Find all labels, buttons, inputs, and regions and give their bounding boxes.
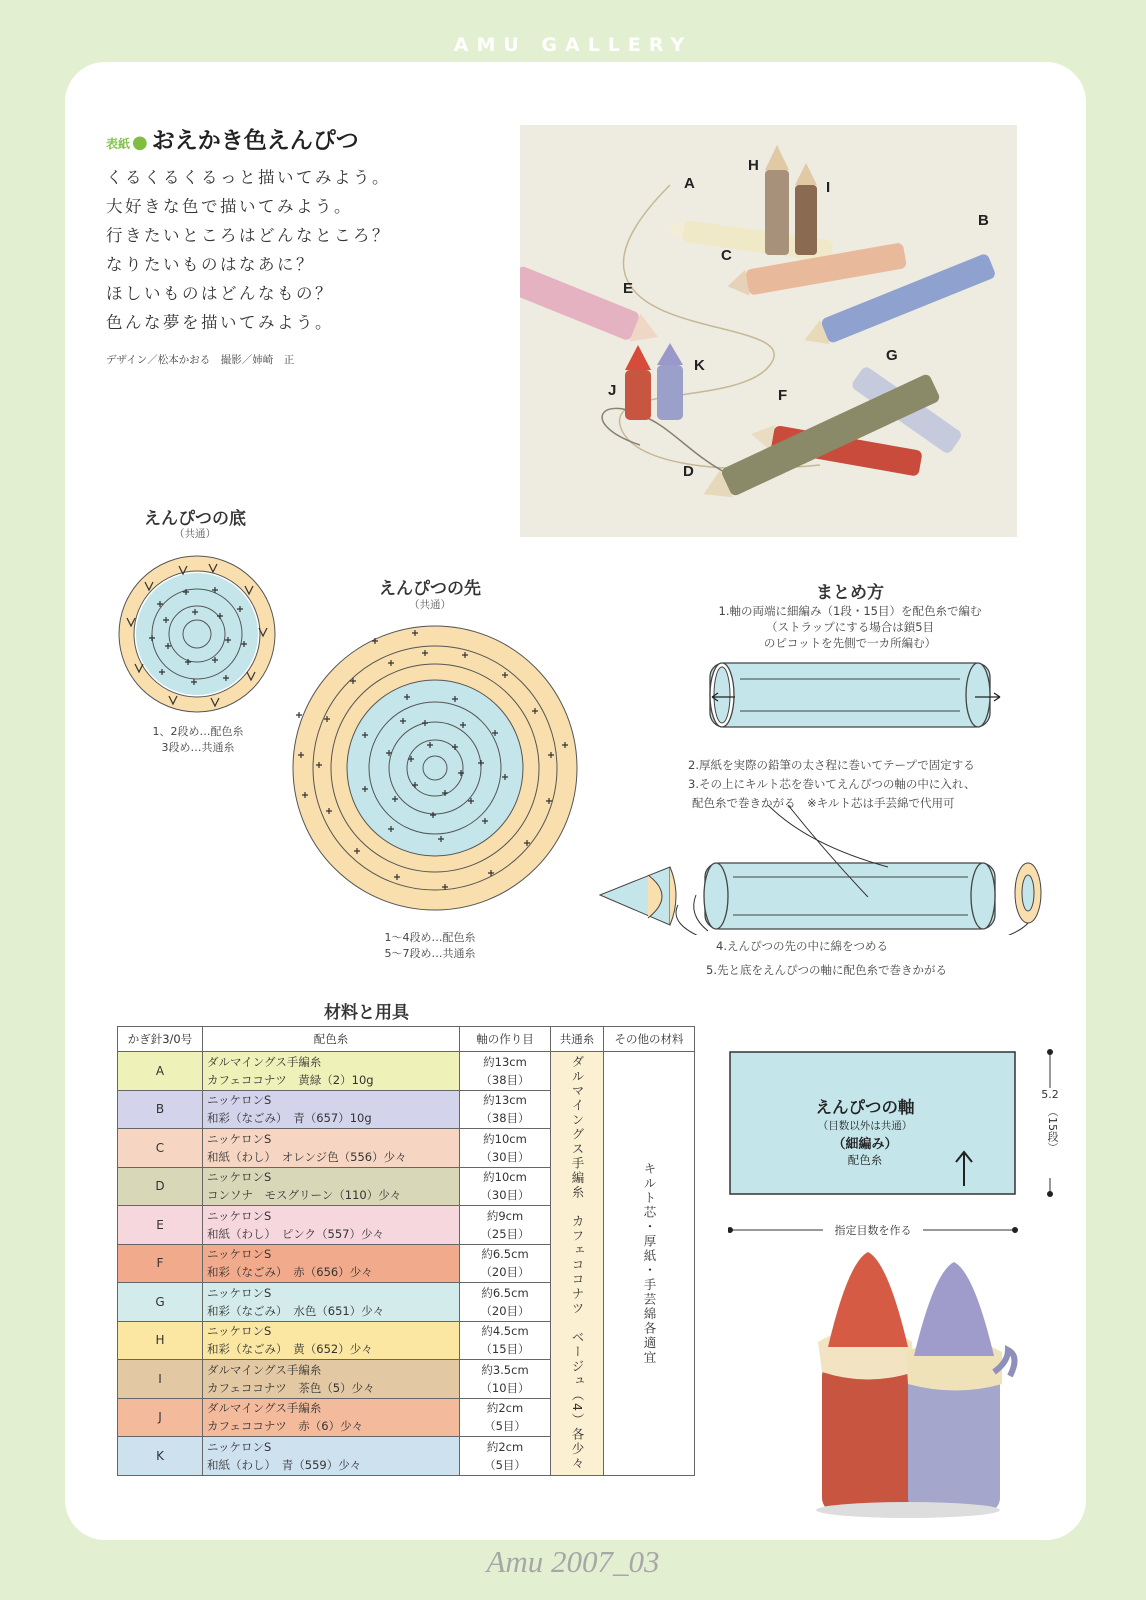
- tip-chart-note: 1〜4段め…配色糸: [384, 931, 476, 944]
- pencils-illustration: [520, 125, 1017, 537]
- materials-yarn-brand: ニッケロンS: [207, 1131, 272, 1146]
- assembly-step1-line: （ストラップにする場合は鎖5目: [765, 620, 935, 634]
- assembly-step5: 5.先と底をえんぴつの軸に配色糸で巻きかがる: [706, 963, 947, 977]
- materials-length-cm: 約10cm: [483, 1170, 527, 1185]
- photo-label-j: J: [608, 382, 617, 399]
- materials-header: かぎ針3/0号: [118, 1027, 203, 1052]
- assembly-step1: [660, 603, 1040, 651]
- materials-length-cm: 約2cm: [486, 1439, 524, 1454]
- materials-yarn-brand: ニッケロンS: [207, 1285, 272, 1300]
- materials-length-cm: 約3.5cm: [481, 1362, 529, 1377]
- poem-line: 色んな夢を描いてみよう。: [106, 313, 334, 332]
- materials-length-stitches: （10目）: [480, 1380, 530, 1395]
- materials-yarn: [203, 1283, 460, 1322]
- materials-yarn-brand: ニッケロンS: [207, 1208, 272, 1223]
- materials-yarn-brand: ダルマイングス手編糸: [207, 1362, 322, 1377]
- photo-label-i: I: [826, 179, 831, 196]
- materials-id: F: [118, 1244, 203, 1283]
- materials-yarn: [203, 1437, 460, 1476]
- materials-length: [460, 1360, 551, 1399]
- materials-header: その他の材料: [604, 1027, 695, 1052]
- materials-yarn: [203, 1360, 460, 1399]
- tip-chart-sub: （共通）: [409, 599, 451, 611]
- materials-yarn-brand: ニッケロンS: [207, 1324, 272, 1339]
- materials-yarn-brand: ニッケロンS: [207, 1170, 272, 1185]
- photo-label-f: F: [778, 387, 788, 404]
- materials-yarn-color: 和彩（なごみ） 黄（652）少々: [207, 1342, 373, 1357]
- title-text: おえかき色えんぴつ: [151, 128, 359, 154]
- shaft-width-label: 指定目数を作る: [834, 1224, 912, 1237]
- materials-yarn: [203, 1129, 460, 1168]
- bottom-chart-notes: [138, 724, 258, 756]
- materials-id: D: [118, 1167, 203, 1206]
- photo-label-h: H: [748, 157, 759, 174]
- photo-label-d: D: [683, 463, 694, 480]
- materials-yarn: [203, 1321, 460, 1360]
- materials-id: K: [118, 1437, 203, 1476]
- jk-pencils-photo: [808, 1252, 1048, 1522]
- materials-length-stitches: （38目）: [480, 1072, 530, 1087]
- materials-yarn: [203, 1244, 460, 1283]
- materials-id: G: [118, 1283, 203, 1322]
- materials-length-cm: 約9cm: [486, 1208, 524, 1223]
- credits: デザイン／松本かおる 撮影／姉崎 正: [106, 354, 295, 366]
- materials-yarn: [203, 1090, 460, 1129]
- materials-table: [117, 1026, 695, 1476]
- materials-yarn-color: カフェココナツ 茶色（5）少々: [207, 1380, 375, 1395]
- shaft-label: [790, 1094, 940, 1168]
- materials-header: 共通糸: [551, 1027, 604, 1052]
- materials-length: [460, 1052, 551, 1091]
- materials-id: J: [118, 1398, 203, 1437]
- shaft-yarn: 配色糸: [847, 1153, 883, 1167]
- materials-id: A: [118, 1052, 203, 1091]
- poem-line: ほしいものはどんなもの？: [106, 284, 334, 303]
- materials-length-stitches: （20目）: [480, 1265, 530, 1280]
- materials-length-cm: 約13cm: [483, 1093, 527, 1108]
- assembly-step3: 3.その上にキルト芯を巻いてえんぴつの軸の中に入れ、: [688, 777, 976, 791]
- bottom-chart-title: えんぴつの底: [144, 509, 246, 529]
- materials-yarn-color: 和紙（わし） オレンジ色（556）少々: [207, 1149, 407, 1164]
- materials-common-yarn: [551, 1052, 604, 1476]
- materials-id: E: [118, 1206, 203, 1245]
- materials-yarn-brand: ダルマイングス手編糸: [207, 1054, 322, 1069]
- materials-id: I: [118, 1360, 203, 1399]
- materials-other: [604, 1052, 695, 1476]
- shaft-title: えんぴつの軸: [815, 1098, 915, 1117]
- assembly-step2: 2.厚紙を実際の鉛筆の太さ程に巻いてテープで固定する: [688, 758, 975, 772]
- footer: Amu 2007_03: [486, 1544, 660, 1579]
- materials-length: [460, 1283, 551, 1322]
- materials-length-stitches: （30目）: [480, 1149, 530, 1164]
- poem-line: くるくるくるっと描いてみよう。: [106, 168, 391, 187]
- photo-label-g: G: [886, 347, 898, 364]
- materials-length-stitches: （30目）: [480, 1188, 530, 1203]
- materials-length: [460, 1244, 551, 1283]
- title-tag: 表紙: [106, 137, 131, 151]
- materials-yarn-color: 和紙（わし） ピンク（557）少々: [207, 1226, 384, 1241]
- materials-row: [118, 1052, 695, 1091]
- materials-length-cm: 約6.5cm: [481, 1285, 529, 1300]
- materials-length: [460, 1321, 551, 1360]
- materials-header: 配色糸: [203, 1027, 460, 1052]
- assembly-step4: 4.えんぴつの先の中に綿をつめる: [716, 939, 888, 953]
- poem-line: 大好きな色で描いてみよう。: [106, 197, 353, 216]
- bottom-chart-sub: （共通）: [174, 528, 216, 540]
- shaft-stitch: （細編み）: [832, 1137, 898, 1152]
- materials-length-stitches: （38目）: [480, 1111, 530, 1126]
- tip-stitch-chart: [292, 625, 579, 912]
- materials-yarn-color: コンソナ モスグリーン（110）少々: [207, 1188, 402, 1203]
- materials-common-text: ダルマイングス手編糸 カフェココナツ ベージュ（4）各少々: [570, 1055, 585, 1472]
- materials-length-stitches: （25目）: [480, 1226, 530, 1241]
- tip-chart-note: 5〜7段め…共通糸: [384, 947, 476, 960]
- tip-chart-notes: [370, 930, 490, 962]
- materials-yarn: [203, 1167, 460, 1206]
- shaft-tube-diagram: [700, 655, 1010, 735]
- tip-chart-title: えんぴつの先: [379, 579, 481, 599]
- photo-label-k: K: [694, 357, 705, 374]
- materials-yarn-brand: ニッケロンS: [207, 1247, 272, 1262]
- materials-yarn-color: カフェココナツ 黄緑（2）10g: [207, 1072, 374, 1087]
- materials-yarn-brand: ダルマイングス手編糸: [207, 1401, 322, 1416]
- materials-header: 軸の作り目: [460, 1027, 551, 1052]
- shaft-height: 5.2: [1041, 1088, 1059, 1101]
- materials-length: [460, 1398, 551, 1437]
- materials-yarn: [203, 1398, 460, 1437]
- shaft-sub: （目数以外は共通）: [817, 1120, 913, 1132]
- materials-length-stitches: （5目）: [484, 1457, 526, 1472]
- materials-length: [460, 1437, 551, 1476]
- poem-line: なりたいものはなあに？: [106, 255, 315, 274]
- materials-length: [460, 1206, 551, 1245]
- materials-yarn-color: 和紙（わし） 青（559）少々: [207, 1457, 362, 1472]
- materials-length-cm: 約2cm: [486, 1401, 524, 1416]
- materials-length-stitches: （15目）: [480, 1342, 530, 1357]
- pencils-photo: [520, 125, 1017, 537]
- materials-id: B: [118, 1090, 203, 1129]
- poem: [106, 163, 391, 337]
- bottom-chart-note: 3段め…共通糸: [161, 741, 235, 754]
- assembly-step1-line: のピコットを先側で一カ所編む）: [763, 636, 937, 650]
- materials-length: [460, 1167, 551, 1206]
- materials-yarn-color: 和彩（なごみ） 青（657）10g: [207, 1111, 372, 1126]
- materials-yarn-brand: ニッケロンS: [207, 1093, 272, 1108]
- bottom-chart-note: 1、2段め…配色糸: [152, 725, 244, 738]
- assembly-step3: 配色糸で巻きかがる ※キルト芯は手芸綿で代用可: [692, 796, 955, 810]
- materials-yarn-brand: ニッケロンS: [207, 1439, 272, 1454]
- materials-length-cm: 約6.5cm: [481, 1247, 529, 1262]
- materials-yarn: [203, 1206, 460, 1245]
- bottom-stitch-chart: [117, 554, 277, 714]
- materials-length-cm: 約13cm: [483, 1054, 527, 1069]
- materials-yarn-color: 和彩（なごみ） 水色（651）少々: [207, 1303, 385, 1318]
- gallery-header: AMU GALLERY: [453, 34, 693, 56]
- materials-length-cm: 約10cm: [483, 1131, 527, 1146]
- photo-label-b: B: [978, 212, 989, 229]
- materials-title: 材料と用具: [324, 1003, 409, 1023]
- materials-yarn-color: カフェココナツ 赤（6）少々: [207, 1419, 364, 1434]
- materials-header-row: [118, 1027, 695, 1052]
- title-bullet: ●: [132, 132, 148, 153]
- materials-length-stitches: （20目）: [480, 1303, 530, 1318]
- materials-yarn: [203, 1052, 460, 1091]
- shaft-rows: （15段）: [1046, 1106, 1059, 1153]
- materials-length: [460, 1129, 551, 1168]
- poem-line: 行きたいところはどんなところ？: [106, 226, 391, 245]
- materials-length-cm: 約4.5cm: [481, 1324, 529, 1339]
- materials-id: H: [118, 1321, 203, 1360]
- photo-label-e: E: [623, 280, 634, 297]
- materials-id: C: [118, 1129, 203, 1168]
- materials-length: [460, 1090, 551, 1129]
- page-title: [106, 122, 359, 155]
- photo-label-c: C: [721, 247, 732, 264]
- photo-label-a: A: [684, 175, 695, 192]
- assembly-step1-line: 1.軸の両端に細編み（1段・15目）を配色糸で編む: [718, 604, 982, 618]
- pencil-assembly-diagram: [598, 805, 1048, 935]
- assembly-title: まとめ方: [816, 583, 884, 603]
- materials-length-stitches: （5目）: [484, 1419, 526, 1434]
- materials-yarn-color: 和彩（なごみ） 赤（656）少々: [207, 1265, 373, 1280]
- materials-other-text: キルト芯・厚紙・手芸綿各適宜: [642, 1161, 657, 1365]
